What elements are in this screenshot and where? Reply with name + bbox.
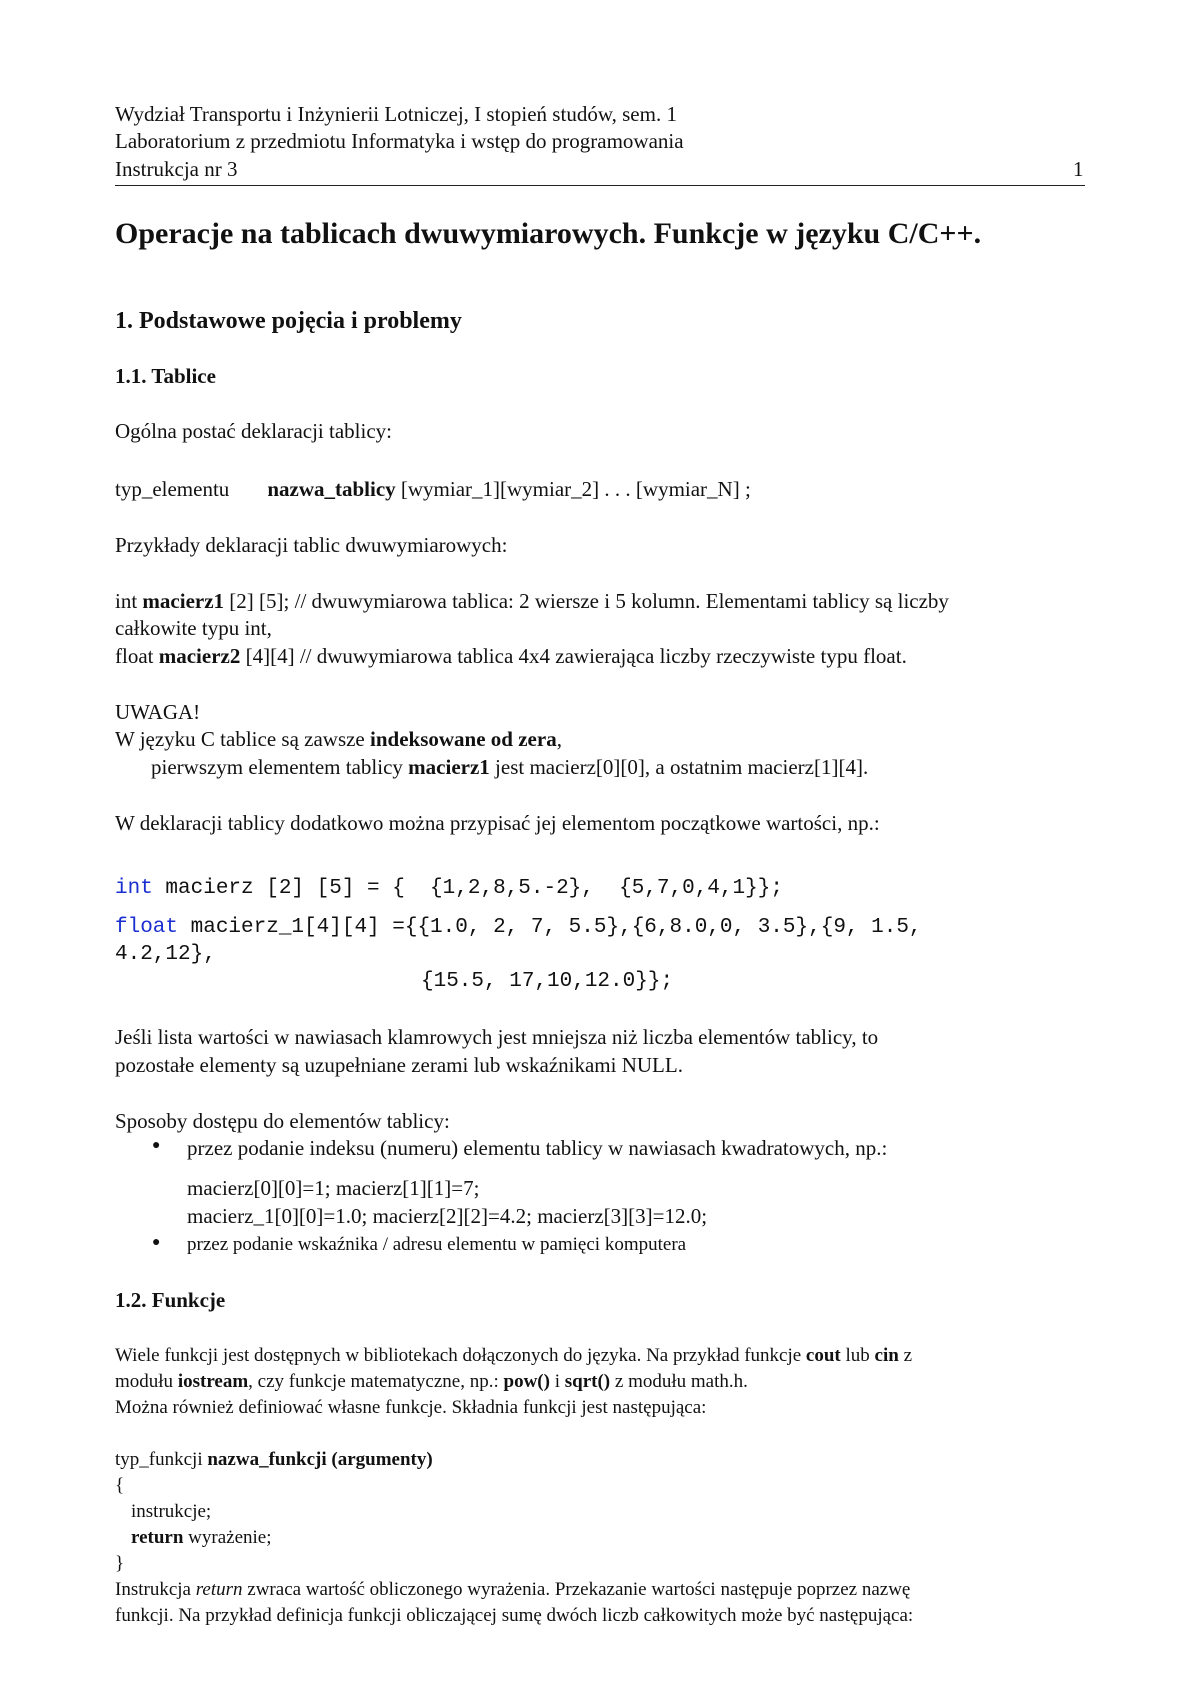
- p2-text-3: z modułu math.h.: [610, 1371, 748, 1392]
- functions-paragraph-line-1: [115, 1343, 912, 1369]
- decl-dims: [wymiar_1][wymiar_2] . . . [wymiar_N] ;: [395, 477, 751, 501]
- syntax-instructions: instrukcje;: [131, 1501, 212, 1522]
- functions-paragraph-line-2: [115, 1369, 748, 1395]
- example-line-1-cont: całkowite typu int,: [115, 616, 272, 640]
- example-line-1: [115, 588, 949, 615]
- return-explanation-line-1: [115, 1577, 910, 1603]
- example-1-type: int: [115, 589, 143, 613]
- note2-rest: jest macierz[0][0], a ostatnim macierz[1][4].: [489, 755, 869, 779]
- access-intro: Sposoby dostępu do elementów tablicy:: [115, 1109, 450, 1133]
- syntax-return-line: [131, 1525, 272, 1551]
- p1-z: z: [898, 1345, 912, 1366]
- bullet-index-access: przez podanie indeksu (numeru) elementu tablicy w nawiasach kwadratowych, np.:: [187, 1136, 888, 1160]
- fill-rule-line-2: pozostałe elementy są uzupełniane zerami lub wskaźnikami NULL.: [115, 1053, 683, 1077]
- note2-name: macierz1: [408, 755, 490, 779]
- p4-return: return: [195, 1579, 243, 1600]
- p1-cout: cout: [805, 1345, 841, 1366]
- section-heading: 1. Podstawowe pojęcia i problemy: [115, 308, 462, 334]
- document-title: Operacje na tablicach dwuwymiarowych. Funkcje w języku C/C++.: [115, 217, 982, 250]
- note-label: UWAGA!: [115, 700, 201, 724]
- syntax-return: return: [131, 1527, 184, 1548]
- p1-or: lub: [840, 1345, 875, 1366]
- bullet-dot: ●: [152, 1235, 161, 1250]
- decl-type: typ_elementu: [115, 477, 230, 501]
- bullet-example-1: macierz[0][0]=1; macierz[1][1]=7;: [187, 1176, 480, 1200]
- initialization-intro: W deklaracji tablicy dodatkowo można przypisać jej elementom początkowe wartości, np.:: [115, 811, 880, 835]
- code-keyword: int: [115, 877, 153, 900]
- p2-pow: pow(): [503, 1371, 550, 1392]
- code-text: macierz [2] [5] = { {1,2,8,5.-2}, {5,7,0,4,1}};: [152, 877, 783, 900]
- bullet-pointer-access: przez podanie wskaźnika / adresu elementu w pamięci komputera: [187, 1234, 687, 1255]
- p2-text-2: , czy funkcje matematyczne, np.:: [248, 1371, 504, 1392]
- examples-intro: Przykłady deklaracji tablic dwuwymiarowych:: [115, 533, 508, 557]
- subsection-heading-arrays: 1.1. Tablice: [115, 364, 216, 388]
- declaration-syntax: [115, 476, 751, 503]
- code-line-4: {15.5, 17,10,12.0}};: [421, 970, 674, 993]
- note2-text: pierwszym elementem tablicy: [151, 755, 409, 779]
- note-text: W języku C tablice są zawsze: [115, 727, 371, 751]
- code-line-3: 4.2,12},: [115, 943, 216, 966]
- example-1-comment: [2] [5]; // dwuwymiarowa tablica: 2 wiersze i 5 kolumn. Elementami tablicy są liczby: [224, 589, 949, 613]
- p2-sqrt: sqrt(): [564, 1371, 611, 1392]
- p2-and: i: [549, 1371, 565, 1392]
- general-form-intro: Ogólna postać deklaracji tablicy:: [115, 419, 392, 443]
- example-line-2: [115, 643, 907, 670]
- note-emphasis: indeksowane od zera: [370, 727, 557, 751]
- syntax-expression: wyrażenie;: [183, 1527, 272, 1548]
- code-line-1: [115, 875, 783, 902]
- p1-cin: cin: [874, 1345, 899, 1366]
- return-explanation-line-2: funkcji. Na przykład definicja funkcji obliczającej sumę dwóch liczb całkowitych może być następująca:: [115, 1605, 914, 1626]
- syntax-open-brace: {: [115, 1475, 125, 1496]
- p1-text: Wiele funkcji jest dostępnych w bibliotekach dołączonych do języka. Na przykład funkcje: [115, 1345, 806, 1366]
- p2-iostream: iostream: [177, 1371, 249, 1392]
- syntax-name: nazwa_funkcji (argumenty): [207, 1449, 433, 1470]
- header-faculty: Wydział Transportu i Inżynierii Lotniczej, I stopień studów, sem. 1: [115, 102, 677, 126]
- code-line-2: [115, 914, 922, 941]
- code-keyword: float: [115, 916, 179, 939]
- fill-rule-line-1: Jeśli lista wartości w nawiasach klamrowych jest mniejsza niż liczba elementów tablicy, to: [115, 1025, 879, 1049]
- functions-paragraph-line-3: Można również definiować własne funkcje. Składnia funkcji jest następująca:: [115, 1397, 707, 1418]
- syntax-type: typ_funkcji: [115, 1449, 208, 1470]
- example-2-comment: [4][4] // dwuwymiarowa tablica 4x4 zawierająca liczby rzeczywiste typu float.: [240, 644, 907, 668]
- example-2-type: float: [115, 644, 159, 668]
- note-line-1: [115, 726, 562, 753]
- p4-text-2: zwraca wartość obliczonego wyrażenia. Przekazanie wartości następuje poprzez nazwę: [242, 1579, 911, 1600]
- header-divider: [115, 185, 1085, 186]
- note-line-2: [151, 754, 868, 781]
- p4-text: Instrukcja: [115, 1579, 196, 1600]
- bullet-example-2: macierz_1[0][0]=1.0; macierz[2][2]=4.2; macierz[3][3]=12.0;: [187, 1204, 708, 1228]
- note-punct: ,: [556, 727, 562, 751]
- syntax-close-brace: }: [115, 1553, 125, 1574]
- page-number: 1: [1073, 157, 1084, 181]
- example-2-name: macierz2: [158, 644, 241, 668]
- decl-name: nazwa_tablicy: [267, 477, 396, 501]
- subsection-heading-functions: 1.2. Funkcje: [115, 1288, 226, 1312]
- p2-text: modułu: [115, 1371, 178, 1392]
- example-1-name: macierz1: [142, 589, 225, 613]
- header-instruction-number: Instrukcja nr 3: [115, 157, 238, 181]
- header-course: Laboratorium z przedmiotu Informatyka i wstęp do programowania: [115, 129, 684, 153]
- code-text: macierz_1[4][4] ={{1.0, 2, 7, 5.5},{6,8.0,0, 3.5},{9, 1.5,: [178, 916, 922, 939]
- bullet-dot: ●: [152, 1138, 161, 1153]
- function-syntax-header: [115, 1447, 433, 1473]
